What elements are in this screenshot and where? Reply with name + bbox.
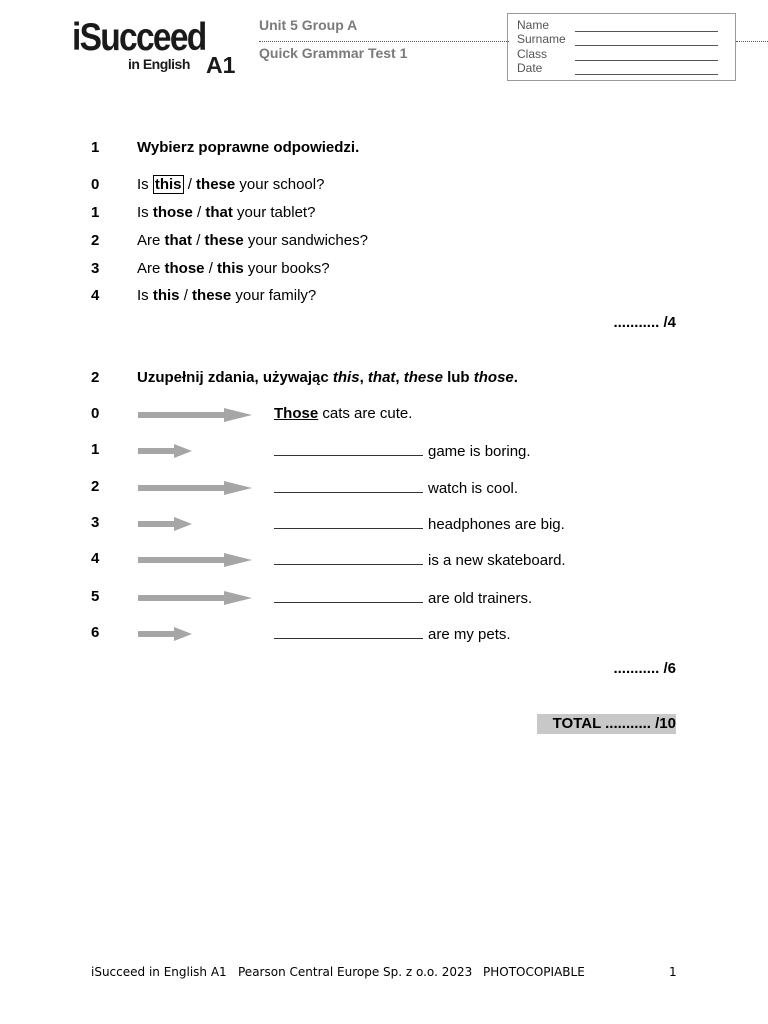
pointing-arrow-icon xyxy=(138,444,192,458)
item-number: 0 xyxy=(91,405,100,422)
question-item xyxy=(137,204,315,221)
logo-level-text: A1 xyxy=(206,52,236,78)
pointing-arrow-icon xyxy=(138,481,252,495)
option-2[interactable]: this xyxy=(217,260,244,277)
item-number: 4 xyxy=(91,287,100,304)
item-number: 0 xyxy=(91,176,100,193)
unit-title: Unit 5 Group A xyxy=(259,17,358,33)
header-divider xyxy=(259,41,509,42)
question-item xyxy=(137,287,316,304)
option-separator: / xyxy=(197,204,202,221)
student-id-box xyxy=(507,13,736,81)
option-2[interactable]: these xyxy=(196,176,236,193)
date-field[interactable] xyxy=(575,61,718,75)
item-number: 1 xyxy=(91,204,100,221)
option-2[interactable]: that xyxy=(205,204,233,221)
fill-in-sentence xyxy=(274,624,511,643)
sentence-rest: headphones are big. xyxy=(428,516,565,533)
footer-publisher: Pearson Central Europe Sp. z o.o. 2023 xyxy=(238,965,473,979)
exercise-number: 2 xyxy=(91,369,100,386)
fill-in-sentence xyxy=(274,441,531,460)
answer-blank-field[interactable] xyxy=(274,441,423,456)
question-verb: Is xyxy=(137,204,149,221)
question-rest: your family? xyxy=(235,287,317,304)
item-number: 1 xyxy=(91,441,100,458)
sentence-rest: watch is cool. xyxy=(428,480,519,497)
answer-blank-field[interactable] xyxy=(274,588,423,603)
exercise-number: 1 xyxy=(91,139,100,156)
fill-in-sentence xyxy=(274,478,518,497)
item-number: 5 xyxy=(91,588,100,605)
question-rest: your tablet? xyxy=(237,204,316,221)
fill-in-sentence xyxy=(274,514,565,533)
test-title: Quick Grammar Test 1 xyxy=(259,45,408,61)
pointing-arrow-icon xyxy=(138,591,252,605)
footer-note: PHOTOCOPIABLE xyxy=(483,965,585,979)
item-number: 3 xyxy=(91,260,100,277)
fill-in-sentence xyxy=(274,405,412,422)
answer-blank-field[interactable] xyxy=(274,478,423,493)
logo xyxy=(72,14,242,84)
exercise-score: ........... /6 xyxy=(613,660,676,677)
pointing-arrow-icon xyxy=(138,408,252,422)
option-2[interactable]: these xyxy=(192,287,232,304)
sentence-rest: is a new skateboard. xyxy=(428,552,566,569)
header-divider-right xyxy=(736,41,768,42)
answer-blank-field[interactable] xyxy=(274,514,423,529)
question-rest: your school? xyxy=(239,176,325,193)
exercise-instruction: Uzupełnij zdania, używając this, that, these lub those. xyxy=(137,369,518,386)
class-field[interactable] xyxy=(575,47,718,61)
pointing-arrow-icon xyxy=(138,517,192,531)
pointing-arrow-icon xyxy=(138,627,192,641)
logo-sub-text: in English xyxy=(128,56,190,72)
surname-field[interactable] xyxy=(575,32,718,46)
item-number: 6 xyxy=(91,624,100,641)
item-number: 2 xyxy=(91,478,100,495)
example-answer: Those xyxy=(274,405,319,422)
class-label: Class xyxy=(517,47,548,61)
option-2[interactable]: these xyxy=(204,232,244,249)
option-separator: / xyxy=(183,287,188,304)
date-label: Date xyxy=(517,61,543,75)
option-1[interactable]: this xyxy=(152,287,180,304)
name-label: Name xyxy=(517,18,550,32)
option-separator: / xyxy=(208,260,213,277)
page-number: 1 xyxy=(669,965,677,979)
option-separator: / xyxy=(187,176,192,193)
option-separator: / xyxy=(196,232,201,249)
pointing-arrow-icon xyxy=(138,553,252,567)
logo-main-text: iSucceed xyxy=(72,16,206,59)
surname-label: Surname xyxy=(517,32,566,46)
option-1[interactable]: those xyxy=(152,204,193,221)
answer-blank-field[interactable] xyxy=(274,550,423,565)
sentence-rest: cats are cute. xyxy=(322,405,413,422)
question-verb: Are xyxy=(137,260,161,277)
option-1[interactable]: that xyxy=(164,232,193,249)
fill-in-sentence xyxy=(274,588,532,607)
question-verb: Are xyxy=(137,232,161,249)
answer-blank-field[interactable] xyxy=(274,624,423,639)
question-rest: your books? xyxy=(247,260,330,277)
option-1[interactable]: those xyxy=(164,260,205,277)
total-score: TOTAL ........... /10 xyxy=(537,714,676,734)
question-verb: Is xyxy=(137,176,149,193)
item-number: 3 xyxy=(91,514,100,531)
question-item xyxy=(137,232,368,249)
question-item xyxy=(137,176,324,193)
item-number: 2 xyxy=(91,232,100,249)
item-number: 4 xyxy=(91,550,100,567)
exercise-instruction: Wybierz poprawne odpowiedzi. xyxy=(137,139,360,156)
sentence-rest: are my pets. xyxy=(428,626,511,643)
option-1[interactable]: this xyxy=(154,176,182,193)
fill-in-sentence xyxy=(274,550,566,569)
footer-title: iSucceed in English A1 xyxy=(91,965,227,979)
question-item xyxy=(137,260,330,277)
name-field[interactable] xyxy=(575,18,718,32)
sentence-rest: game is boring. xyxy=(428,443,531,460)
question-rest: your sandwiches? xyxy=(247,232,368,249)
exercise-score: ........... /4 xyxy=(613,314,676,331)
question-verb: Is xyxy=(137,287,149,304)
sentence-rest: are old trainers. xyxy=(428,590,533,607)
